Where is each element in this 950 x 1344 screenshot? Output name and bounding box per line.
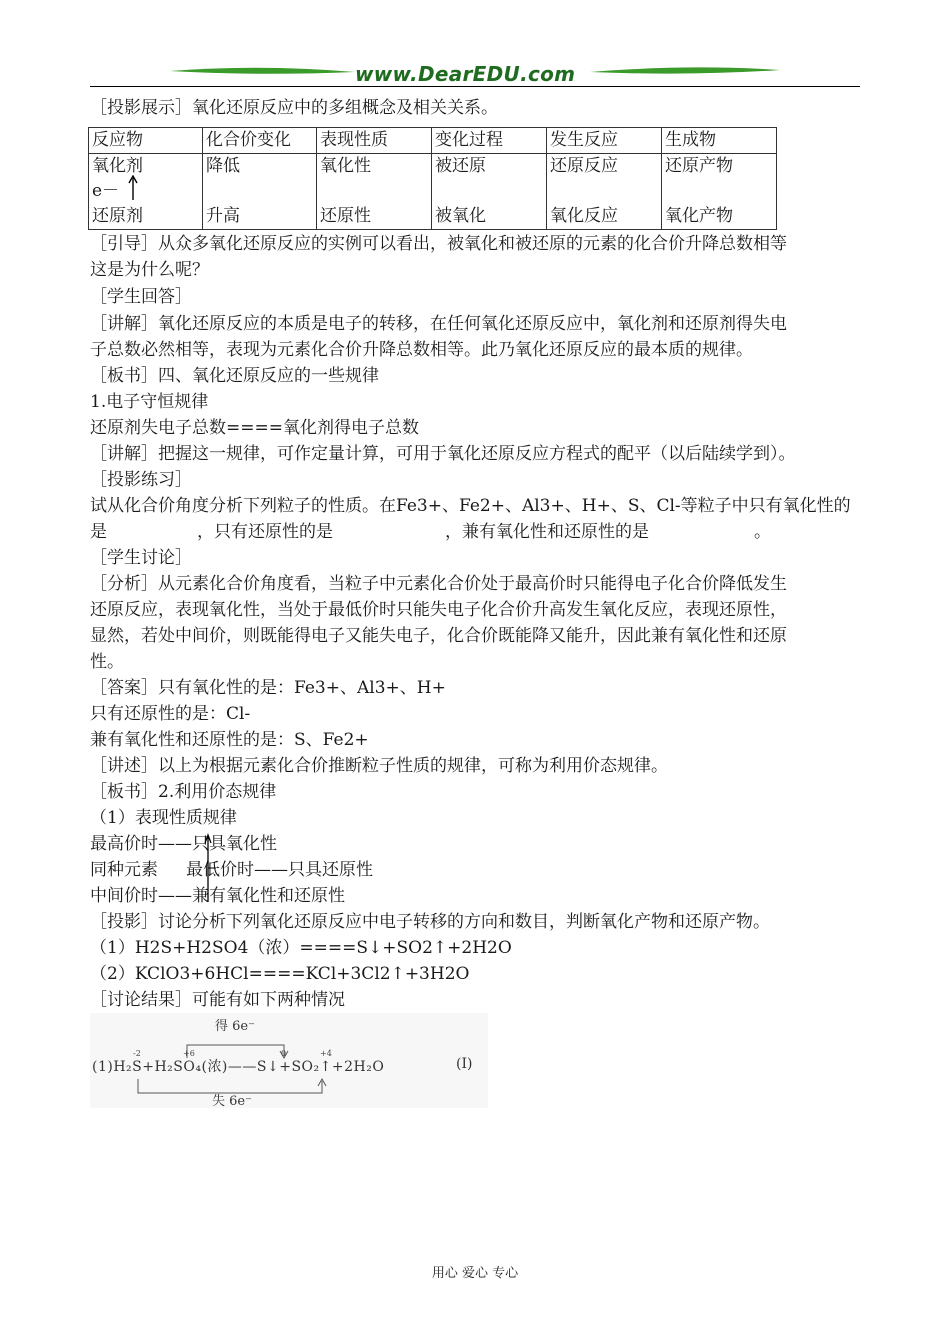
text-fragment: 同种元素 [90,860,158,880]
paragraph-line: ［学生讨论］ [90,548,192,568]
paragraph-line [90,520,771,545]
ox-state-label: 0 [281,1049,287,1058]
text-fragment: ，兼有氧化性和还原性的是 [445,522,649,542]
table-header-cell: 生成物 [662,128,777,154]
cell-value: 降低 [206,156,240,176]
paragraph-line: （1）表现性质规律 [90,808,237,828]
paragraph-line: 还原剂失电子总数====氧化剂得电子总数 [90,418,419,438]
table-cell [432,154,547,230]
paragraph-line: （2）KClO3+6HCl====KCl+3Cl2↑+3H2O [90,964,470,984]
paragraph-line: ［投影练习］ [90,470,192,490]
bracket-arrow-icon [204,832,218,904]
paragraph-line: 还原反应，表现氧化性，当处于最低价时只能失电子化合价升高发生氧化反应，表现还原性， [90,600,787,620]
table-row [89,154,777,230]
text-fragment: 。 [754,522,771,542]
case-label: (Ⅰ) [456,1056,473,1072]
cell-value: 还原性 [320,206,371,226]
table-header-cell: 反应物 [89,128,203,154]
loss-label: 失 6e⁻ [212,1094,252,1109]
ox-state-label: +4 [320,1049,332,1058]
table-cell [662,154,777,230]
table-header-cell: 化合价变化 [203,128,317,154]
header-rule [90,86,860,87]
projection-title: ［投影展示］氧化还原反应中的多组概念及相关关系。 [90,98,498,118]
table-header-cell: 表现性质 [317,128,432,154]
paragraph-line: 1.电子守恒规律 [90,392,209,412]
concept-table [88,127,777,230]
paragraph-line: 这是为什么呢？ [90,260,209,280]
cell-value: 氧化产物 [665,206,733,226]
table-cell [203,154,317,230]
paragraph-line: ［板书］2.利用价态规律 [90,782,277,802]
paragraph-line: 中间价时——兼有氧化性和还原性 [90,886,345,906]
paragraph-line: 最高价时——只具氧化性 [90,834,277,854]
paragraph-line: ［板书］四、氧化还原反应的一些规律 [90,366,379,386]
paragraph-line: 试从化合价角度分析下列粒子的性质。在Fe3+、Fe2+、Al3+、H+、S、Cl-等粒子中只有氧化性的 [90,496,851,516]
cell-value: 被氧化 [435,206,486,226]
paragraph-line: ［答案］只有氧化性的是：Fe3+、Al3+、H+ [90,678,446,698]
paragraph-line: 显然，若处中间价，则既能得电子又能失电子，化合价既能降又能升，因此兼有氧化性和还原 [90,626,787,646]
electron-label: e－ [92,181,120,201]
cell-value: 氧化反应 [550,206,618,226]
table-cell [89,154,203,230]
electron-arrow-row [92,179,202,204]
page-footer: 用心 爱心 专心 [431,1266,519,1281]
table-header-row [89,128,777,154]
reductant-label: 还原剂 [92,206,143,226]
reaction-equation: (1)H₂S+H₂SO₄(浓)——S↓+SO₂↑+2H₂O [92,1059,385,1075]
paragraph-line: 只有还原性的是：Cl- [90,704,251,724]
paragraph-line: ［投影］讨论分析下列氧化还原反应中电子转移的方向和数目，判断氧化产物和还原产物。 [90,912,770,932]
paragraph-line: ［讲述］以上为根据元素化合价推断粒子性质的规律，可称为利用价态规律。 [90,756,668,776]
ox-state-label: +6 [183,1049,195,1058]
up-arrow-icon [128,175,138,201]
cell-value: 被还原 [435,156,486,176]
header-swoosh-right [590,66,780,76]
table-header-cell: 变化过程 [432,128,547,154]
paragraph-line: ［引导］从众多氧化还原反应的实例可以看出，被氧化和被还原的元素的化合价升降总数相等 [90,234,787,254]
text-fragment: 最低价时——只具还原性 [186,860,373,880]
table-header-cell: 发生反应 [547,128,662,154]
paragraph-line: 兼有氧化性和还原性的是：S、Fe2+ [90,730,369,750]
electron-transfer-figure [90,1013,488,1108]
paragraph-line [90,858,373,883]
cell-value: 还原产物 [665,156,733,176]
paragraph-line: 性。 [90,652,124,672]
cell-value: 氧化性 [320,156,371,176]
cell-value: 升高 [206,206,240,226]
paragraph-line: ［学生回答］ [90,287,192,307]
paragraph-line: ［讲解］氧化还原反应的本质是电子的转移，在任何氧化还原反应中，氧化剂和还原剂得失电 [90,314,787,334]
oxidant-label: 氧化剂 [92,156,143,176]
header-swoosh-left [170,66,355,76]
table-cell [317,154,432,230]
site-logo: www.DearEDU.com [355,62,576,86]
paragraph-line: ［分析］从元素化合价角度看，当粒子中元素化合价处于最高价时只能得电子化合价降低发生 [90,574,787,594]
cell-value: 还原反应 [550,156,618,176]
gain-label: 得 6e⁻ [215,1019,255,1034]
paragraph-line: ［讨论结果］可能有如下两种情况 [90,990,345,1010]
ox-state-label: -2 [133,1049,141,1058]
table-cell [547,154,662,230]
text-fragment: ，只有还原性的是 [197,522,333,542]
paragraph-line: （1）H2S+H2SO4（浓）====S↓+SO2↑+2H2O [90,938,512,958]
text-fragment: 是 [90,522,107,542]
paragraph-line: 子总数必然相等，表现为元素化合价升降总数相等。此乃氧化还原反应的最本质的规律。 [90,340,753,360]
paragraph-line: ［讲解］把握这一规律，可作定量计算，可用于氧化还原反应方程式的配平（以后陆续学到）。 [90,444,796,464]
